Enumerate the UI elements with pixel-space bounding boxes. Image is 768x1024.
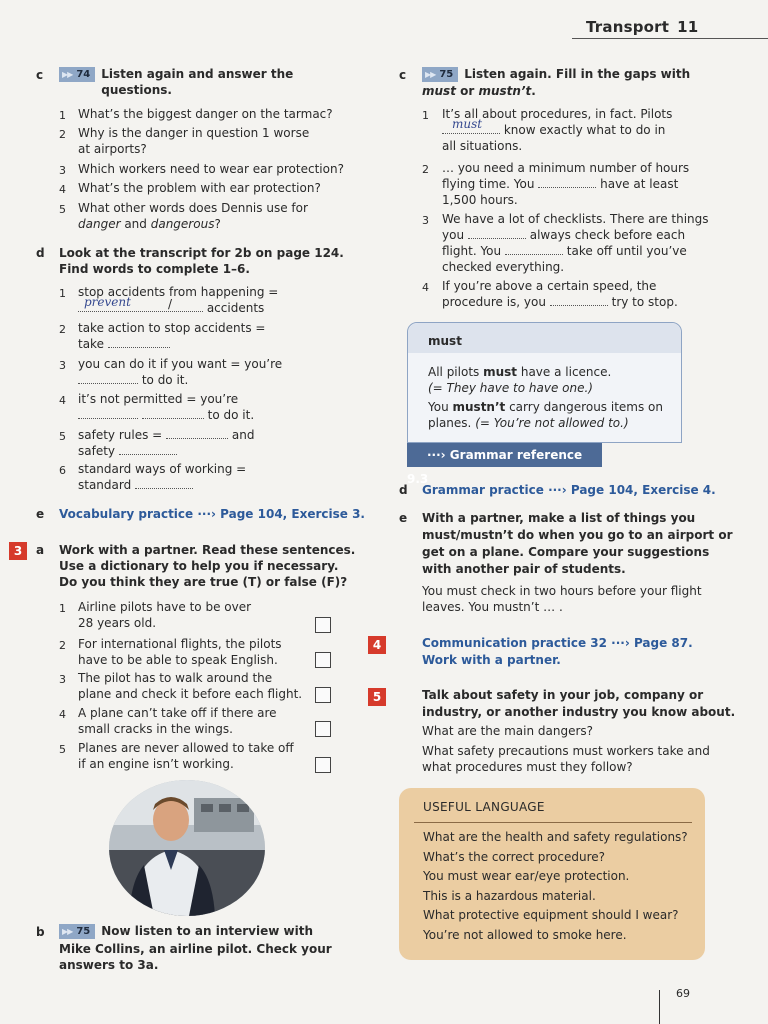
communication-practice-instruction: Work with a partner. [422,653,561,667]
gap-input[interactable] [119,444,177,455]
sentence-text: must know exactly what to do in [442,123,665,139]
definition-text: take action to stop accidents = [78,321,266,335]
right-e-instruction: With a partner, make a list of things you [422,511,696,525]
true-false-checkbox[interactable] [315,721,331,737]
left-d-instruction: Find words to complete 1–6. [59,262,250,276]
statement-text: small cracks in the wings. [78,722,233,736]
exercise-3-instruction: Do you think they are true (T) or false (F)? [59,575,348,589]
item-number: 1 [422,109,429,122]
true-false-checkbox[interactable] [315,652,331,668]
useful-phrase: This is a hazardous material. [423,889,596,903]
item-number: 5 [59,743,66,756]
question-text: What’s the biggest danger on the tarmac? [78,107,333,121]
item-number: 4 [59,183,66,196]
right-d-letter: d [399,483,408,497]
left-b-letter: b [36,925,45,939]
left-d-instruction: Look at the transcript for 2b on page 124. [59,246,344,260]
left-3a-letter: a [36,543,45,557]
discussion-question: What are the main dangers? [422,724,593,738]
exercise-5-instruction: Talk about safety in your job, company or [422,688,704,702]
item-number: 5 [59,203,66,216]
definition-text: safety rules = and [78,428,255,442]
item-number: 5 [59,430,66,443]
useful-phrase: What’s the correct procedure? [423,850,606,864]
item-number: 1 [59,602,66,615]
play-icon: ▶▶ [62,927,73,936]
useful-phrase: What protective equipment should I wear? [423,908,679,922]
gap-line: standard [78,478,193,494]
grammar-box-title: must [428,334,462,348]
question-text: danger and dangerous? [78,217,221,231]
left-c-instruction: ▶▶ 74 Listen again and answer the questions. [59,67,311,98]
question-text: Why is the danger in question 1 worse [78,126,310,140]
right-e-instruction: must/mustn’t do when you go to an airport or [422,528,733,542]
grammar-example: You mustn’t carry dangerous items on [428,400,663,414]
sentence-text: flight. You take off until you’ve [442,244,687,258]
statement-text: Planes are never allowed to take off [78,741,294,755]
item-number: 1 [59,109,66,122]
useful-language-rule [414,822,692,823]
item-number: 3 [422,214,429,227]
exercise-number-5: 5 [368,688,386,706]
pilot-photo [109,780,265,916]
item-number: 2 [59,639,66,652]
sentence-text: 1,500 hours. [442,193,518,207]
gap-input[interactable] [468,228,526,239]
right-e-instruction: with another pair of students. [422,562,626,576]
gap-line: prevent / accidents [78,301,264,317]
grammar-practice-link[interactable]: Grammar practice ···› Page 104, Exercise 4. [422,483,716,497]
sentence-text: you always check before each [442,228,686,242]
exercise-5-instruction: industry, or another industry you know about. [422,705,736,719]
question-text: What’s the problem with ear protection? [78,181,321,195]
definition-text: standard ways of working = [78,462,247,476]
statement-text: have to be able to speak English. [78,653,278,667]
exercise-3-instruction: Work with a partner. Read these sentences. [59,543,356,557]
sentence-text: procedure is, you try to stop. [442,295,678,309]
gap-input[interactable] [538,177,596,188]
grammar-example: planes. (= You’re not allowed to.) [428,416,629,430]
example-sentence: You must check in two hours before your flight [422,584,702,598]
item-number: 1 [59,287,66,300]
discussion-question: What safety precautions must workers take and [422,744,710,758]
audio-track-75[interactable]: ▶▶ 75 [422,67,458,82]
exercise-3-instruction: Use a dictionary to help you if necessary. [59,559,339,573]
header-unit: 11 [677,18,699,36]
grammar-explanation: (= They have to have one.) [428,381,593,395]
true-false-checkbox[interactable] [315,617,331,633]
item-number: 3 [59,164,66,177]
left-b-instruction: answers to 3a. [59,958,159,972]
definition-text: you can do it if you want = you’re [78,357,283,371]
definition-text: it’s not permitted = you’re [78,392,239,406]
grammar-example: All pilots must have a licence. [428,365,612,379]
audio-track-75[interactable]: ▶▶ 75 [59,924,95,939]
gap-input[interactable] [108,337,170,348]
grammar-reference-link[interactable]: ···› Grammar reference 9.3 [407,443,602,467]
gap-input[interactable] [505,244,563,255]
page-header [586,18,698,36]
sentence-text: flying time. You have at least [442,177,679,191]
true-false-checkbox[interactable] [315,757,331,773]
gap-input[interactable] [78,408,138,419]
item-number: 4 [422,281,429,294]
sentence-text: checked everything. [442,260,565,274]
left-b-instruction: ▶▶ 75 Now listen to an interview with [59,924,313,940]
communication-practice-link[interactable]: Communication practice 32 ···› Page 87. [422,636,693,650]
useful-phrase: You’re not allowed to smoke here. [423,928,627,942]
right-c-letter: c [399,68,407,82]
item-number: 4 [59,708,66,721]
right-c-instruction: ▶▶ 75 Listen again. Fill in the gaps with [422,67,690,83]
question-text: Which workers need to wear ear protection? [78,162,344,176]
gap-line: to do it. [78,373,188,389]
item-number: 2 [59,128,66,141]
left-c-letter: c [36,68,44,82]
left-b-instruction: Mike Collins, an airline pilot. Check your [59,942,332,956]
useful-phrase: You must wear ear/eye protection. [423,869,630,883]
gap-input[interactable] [135,478,193,489]
item-number: 6 [59,464,66,477]
sentence-text: If you’re above a certain speed, the [442,279,657,293]
discussion-question: what procedures must they follow? [422,760,633,774]
right-e-letter: e [399,511,408,525]
exercise-number-3: 3 [9,542,27,560]
play-icon: ▶▶ [425,70,436,79]
item-number: 2 [59,323,66,336]
sentence-text: … you need a minimum number of hours [442,161,690,175]
question-text: at airports? [78,142,147,156]
right-e-instruction: get on a plane. Compare your suggestions [422,545,710,559]
true-false-checkbox[interactable] [315,687,331,703]
sentence-text: We have a lot of checklists. There are things [442,212,709,226]
page-number: 69 [676,987,690,1000]
gap-input[interactable] [78,373,138,384]
audio-track-74[interactable]: ▶▶ 74 [59,67,95,82]
useful-language-title: USEFUL LANGUAGE [423,800,545,814]
statement-text: plane and check it before each flight. [78,687,303,701]
example-sentence: leaves. You mustn’t … . [422,600,563,614]
vocabulary-practice-link[interactable]: Vocabulary practice ···› Page 104, Exercise 3. [59,507,365,521]
sentence-text: It’s all about procedures, in fact. Pilots [442,107,673,121]
sentence-text: all situations. [442,139,523,153]
header-title: Transport [586,18,670,36]
grammar-box [407,322,682,443]
left-d-letter: d [36,246,45,260]
header-rule [572,38,768,39]
statement-text: if an engine isn’t working. [78,757,234,771]
statement-text: For international flights, the pilots [78,637,282,651]
statement-text: 28 years old. [78,616,157,630]
gap-line: take [78,337,170,353]
statement-text: A plane can’t take off if there are [78,706,277,720]
gap-input[interactable]: must [442,123,500,134]
statement-text: The pilot has to walk around the [78,671,273,685]
item-number: 4 [59,394,66,407]
statement-text: Airline pilots have to be over [78,600,252,614]
play-icon: ▶▶ [62,70,73,79]
page-number-rule [659,990,660,1024]
gap-line: to do it. [78,408,254,424]
gap-input[interactable] [550,295,608,306]
question-text: What other words does Dennis use for [78,201,308,215]
definition-text: stop accidents from happening = [78,285,279,299]
right-c-instruction: must or mustn’t. [422,84,536,98]
item-number: 3 [59,359,66,372]
item-number: 3 [59,673,66,686]
useful-phrase: What are the health and safety regulations? [423,830,688,844]
gap-input[interactable]: prevent / [78,301,203,312]
item-number: 2 [422,163,429,176]
gap-input[interactable] [166,428,228,439]
left-e-letter: e [36,507,45,521]
exercise-number-4: 4 [368,636,386,654]
gap-line: safety [78,444,177,460]
gap-input[interactable] [142,408,204,419]
